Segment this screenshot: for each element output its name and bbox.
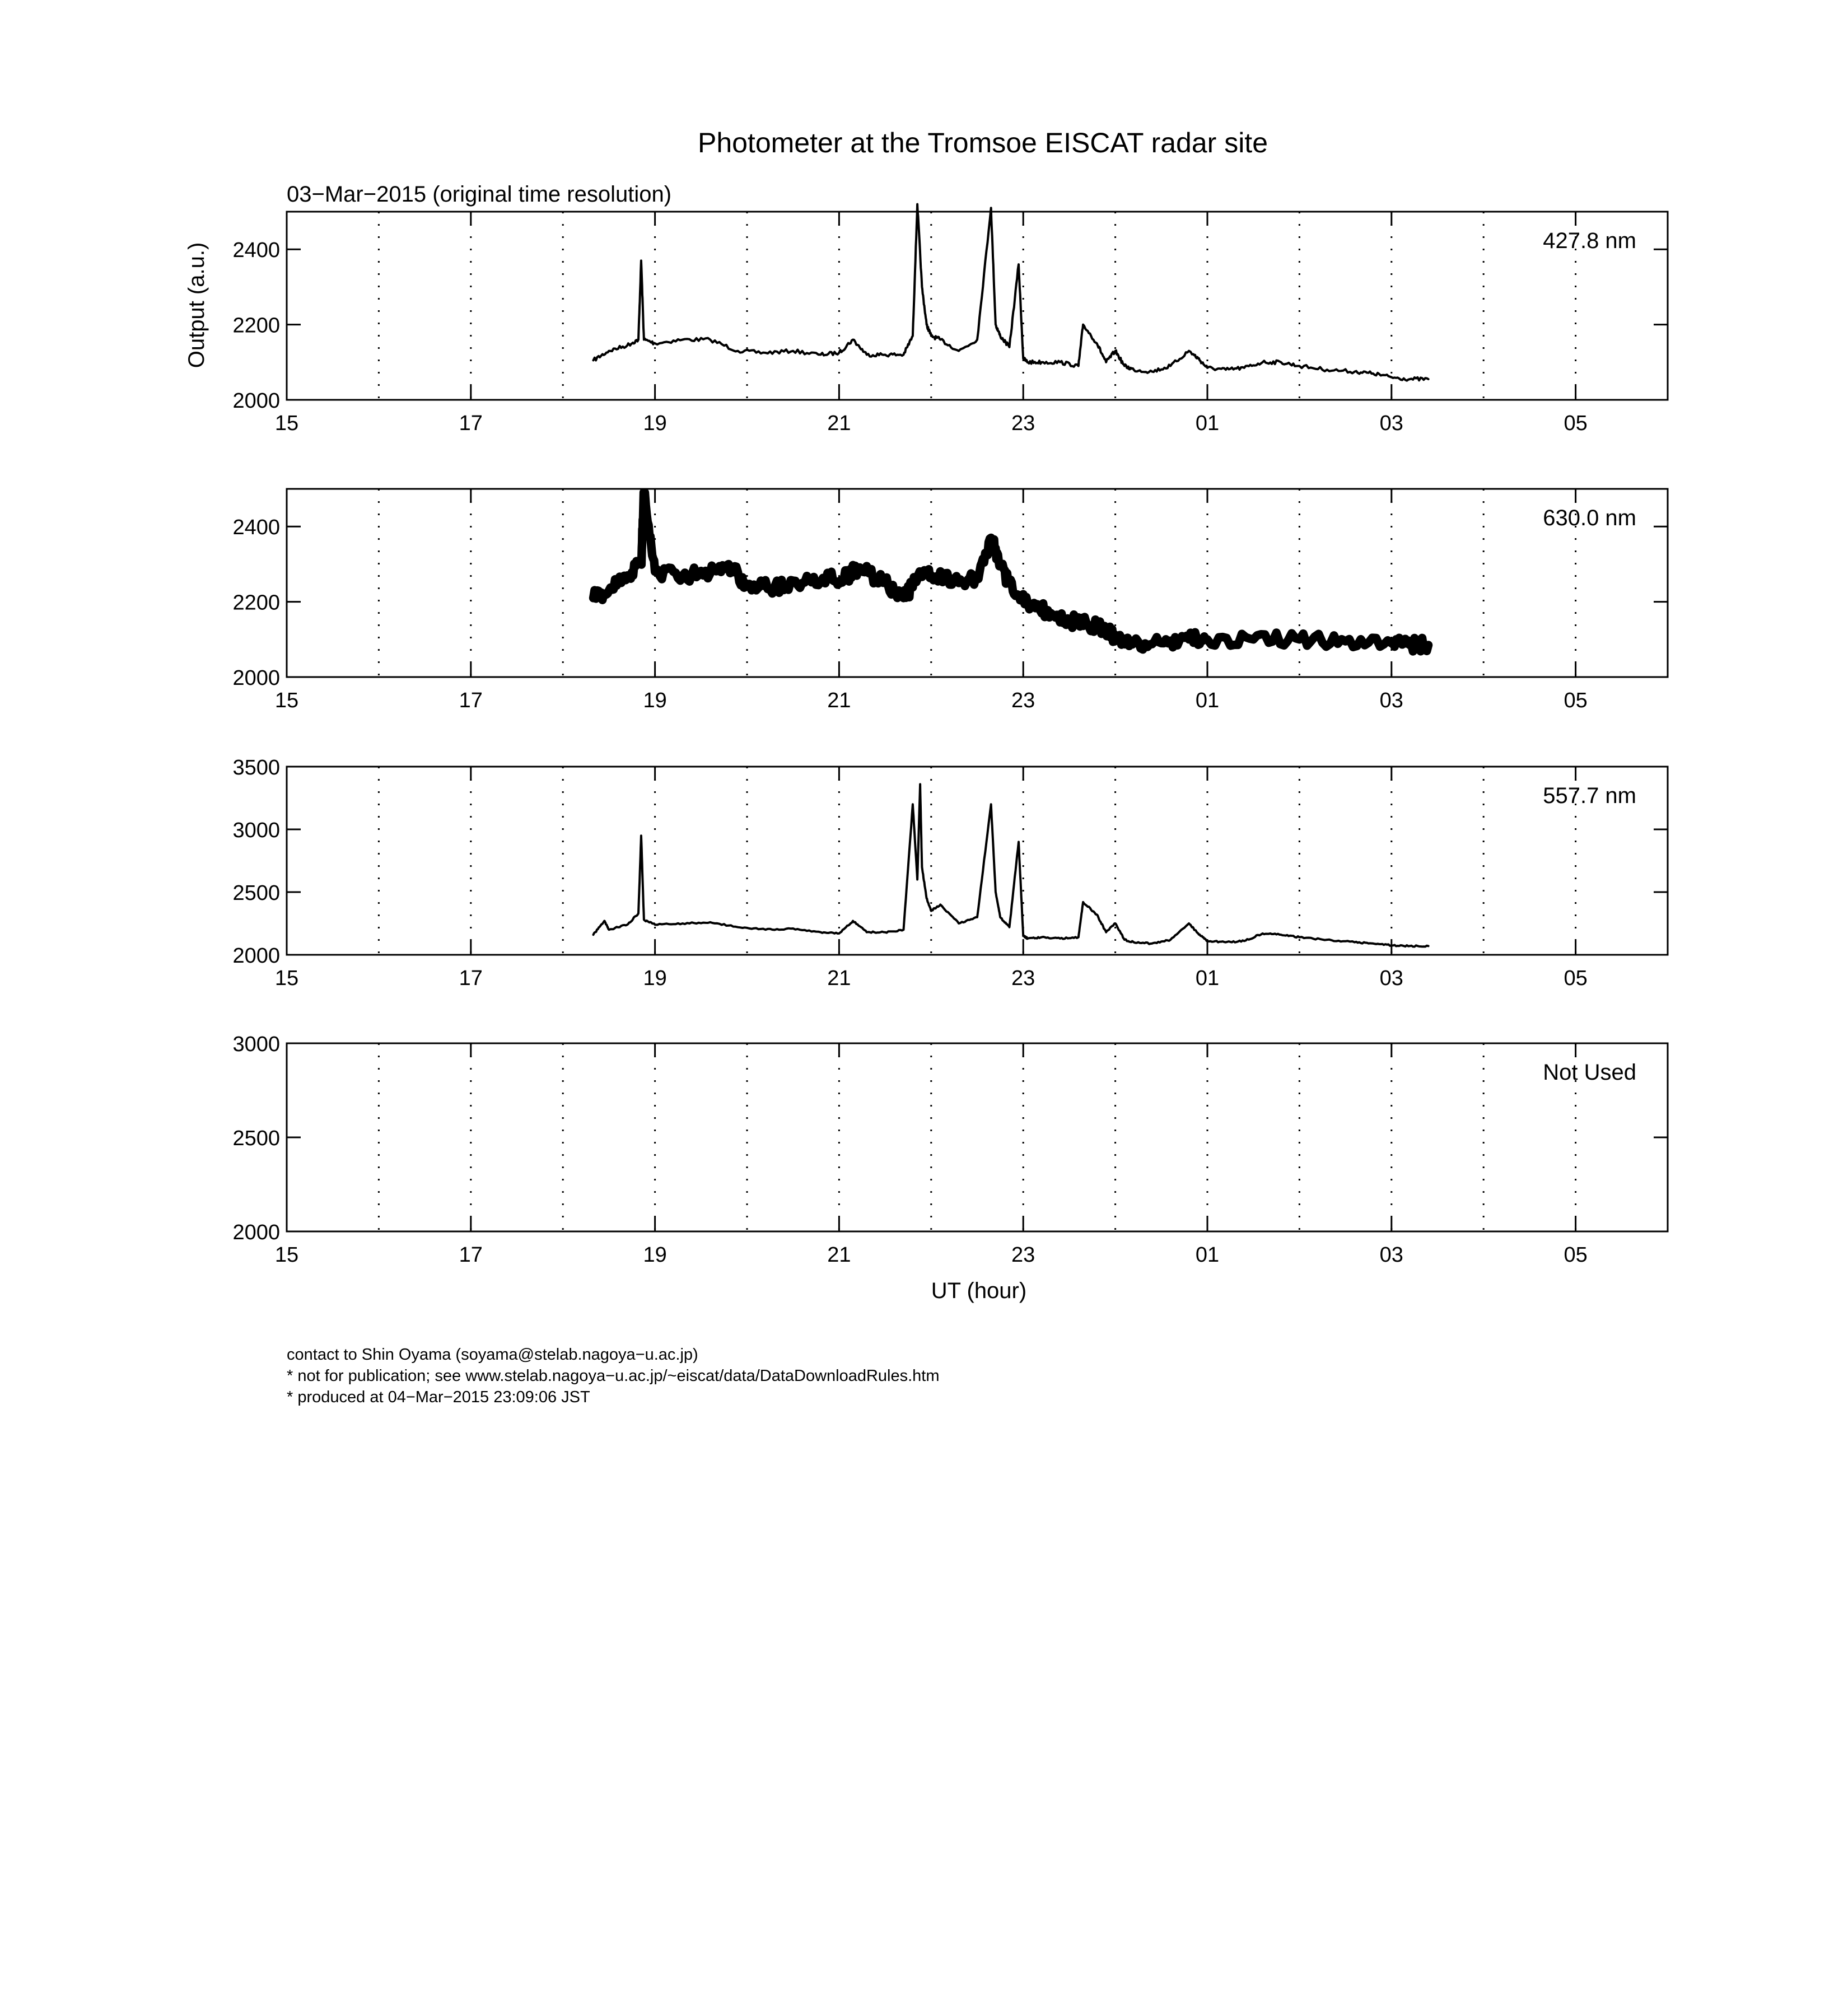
figure-title: Photometer at the Tromsoe EISCAT radar site (697, 127, 1268, 158)
x-tick-label: 21 (827, 967, 851, 990)
axes-frame (287, 767, 1668, 955)
x-tick-label: 05 (1564, 412, 1588, 435)
series-line (594, 784, 1429, 946)
produced-note: * produced at 04−Mar−2015 23:09:06 JST (287, 1388, 590, 1406)
x-tick-label: 03 (1379, 689, 1403, 712)
x-tick-label: 01 (1195, 412, 1220, 435)
x-tick-label: 17 (459, 967, 483, 990)
x-tick-label: 17 (459, 1243, 483, 1267)
y-tick-label: 2000 (232, 389, 280, 413)
contact-note: contact to Shin Oyama (soyama@stelab.nagoya−u.ac.jp) (287, 1346, 698, 1364)
panels (232, 204, 1668, 1267)
x-tick-label: 01 (1195, 689, 1220, 712)
rules-note: * not for publication; see www.stelab.nagoya−u.ac.jp/~eiscat/data/DataDownloadRules.htm (287, 1367, 940, 1385)
panel-label: 427.8 nm (1543, 228, 1636, 253)
y-axis-label: Output (a.u.) (184, 242, 209, 368)
x-tick-label: 15 (274, 412, 299, 435)
chart-panel (232, 204, 1668, 435)
x-tick-label: 19 (643, 967, 667, 990)
x-tick-label: 01 (1195, 1243, 1220, 1267)
y-tick-label: 2000 (232, 1221, 280, 1244)
figure-subtitle: 03−Mar−2015 (original time resolution) (287, 182, 672, 207)
x-tick-label: 03 (1379, 1243, 1403, 1267)
y-tick-label: 2200 (232, 314, 280, 338)
x-tick-label: 23 (1011, 689, 1035, 712)
chart-panel (232, 756, 1668, 990)
axes-frame (287, 212, 1668, 400)
x-tick-label: 19 (643, 1243, 667, 1267)
x-tick-label: 15 (274, 1243, 299, 1267)
footer-notes (287, 1344, 940, 1408)
x-tick-label: 23 (1011, 412, 1035, 435)
axes-frame (287, 1043, 1668, 1231)
y-tick-label: 2500 (232, 881, 280, 905)
x-tick-label: 03 (1379, 967, 1403, 990)
x-tick-label: 03 (1379, 412, 1403, 435)
x-tick-label: 21 (827, 1243, 851, 1267)
chart-panel (232, 489, 1668, 712)
panel-label: 630.0 nm (1543, 506, 1636, 530)
y-tick-label: 2500 (232, 1127, 280, 1150)
series-line (594, 204, 1429, 381)
x-tick-label: 01 (1195, 967, 1220, 990)
y-tick-label: 2400 (232, 516, 280, 540)
y-tick-label: 3000 (232, 819, 280, 842)
x-tick-label: 17 (459, 412, 483, 435)
panel-label: Not Used (1543, 1060, 1636, 1085)
x-tick-label: 05 (1564, 1243, 1588, 1267)
x-tick-label: 21 (827, 689, 851, 712)
x-tick-label: 21 (827, 412, 851, 435)
panel-label: 557.7 nm (1543, 783, 1636, 808)
y-tick-label: 2000 (232, 666, 280, 690)
x-axis-label: UT (hour) (931, 1278, 1027, 1303)
x-tick-label: 05 (1564, 689, 1588, 712)
x-tick-label: 23 (1011, 1243, 1035, 1267)
x-tick-label: 19 (643, 689, 667, 712)
series-line (594, 492, 1429, 651)
x-tick-label: 15 (274, 689, 299, 712)
x-tick-label: 19 (643, 412, 667, 435)
y-tick-label: 2200 (232, 591, 280, 615)
chart-panel (232, 1033, 1668, 1267)
y-tick-label: 3000 (232, 1033, 280, 1056)
x-tick-label: 23 (1011, 967, 1035, 990)
y-tick-label: 2400 (232, 239, 280, 263)
x-tick-label: 17 (459, 689, 483, 712)
x-tick-label: 15 (274, 967, 299, 990)
y-tick-label: 3500 (232, 756, 280, 780)
x-tick-label: 05 (1564, 967, 1588, 990)
y-tick-label: 2000 (232, 944, 280, 968)
